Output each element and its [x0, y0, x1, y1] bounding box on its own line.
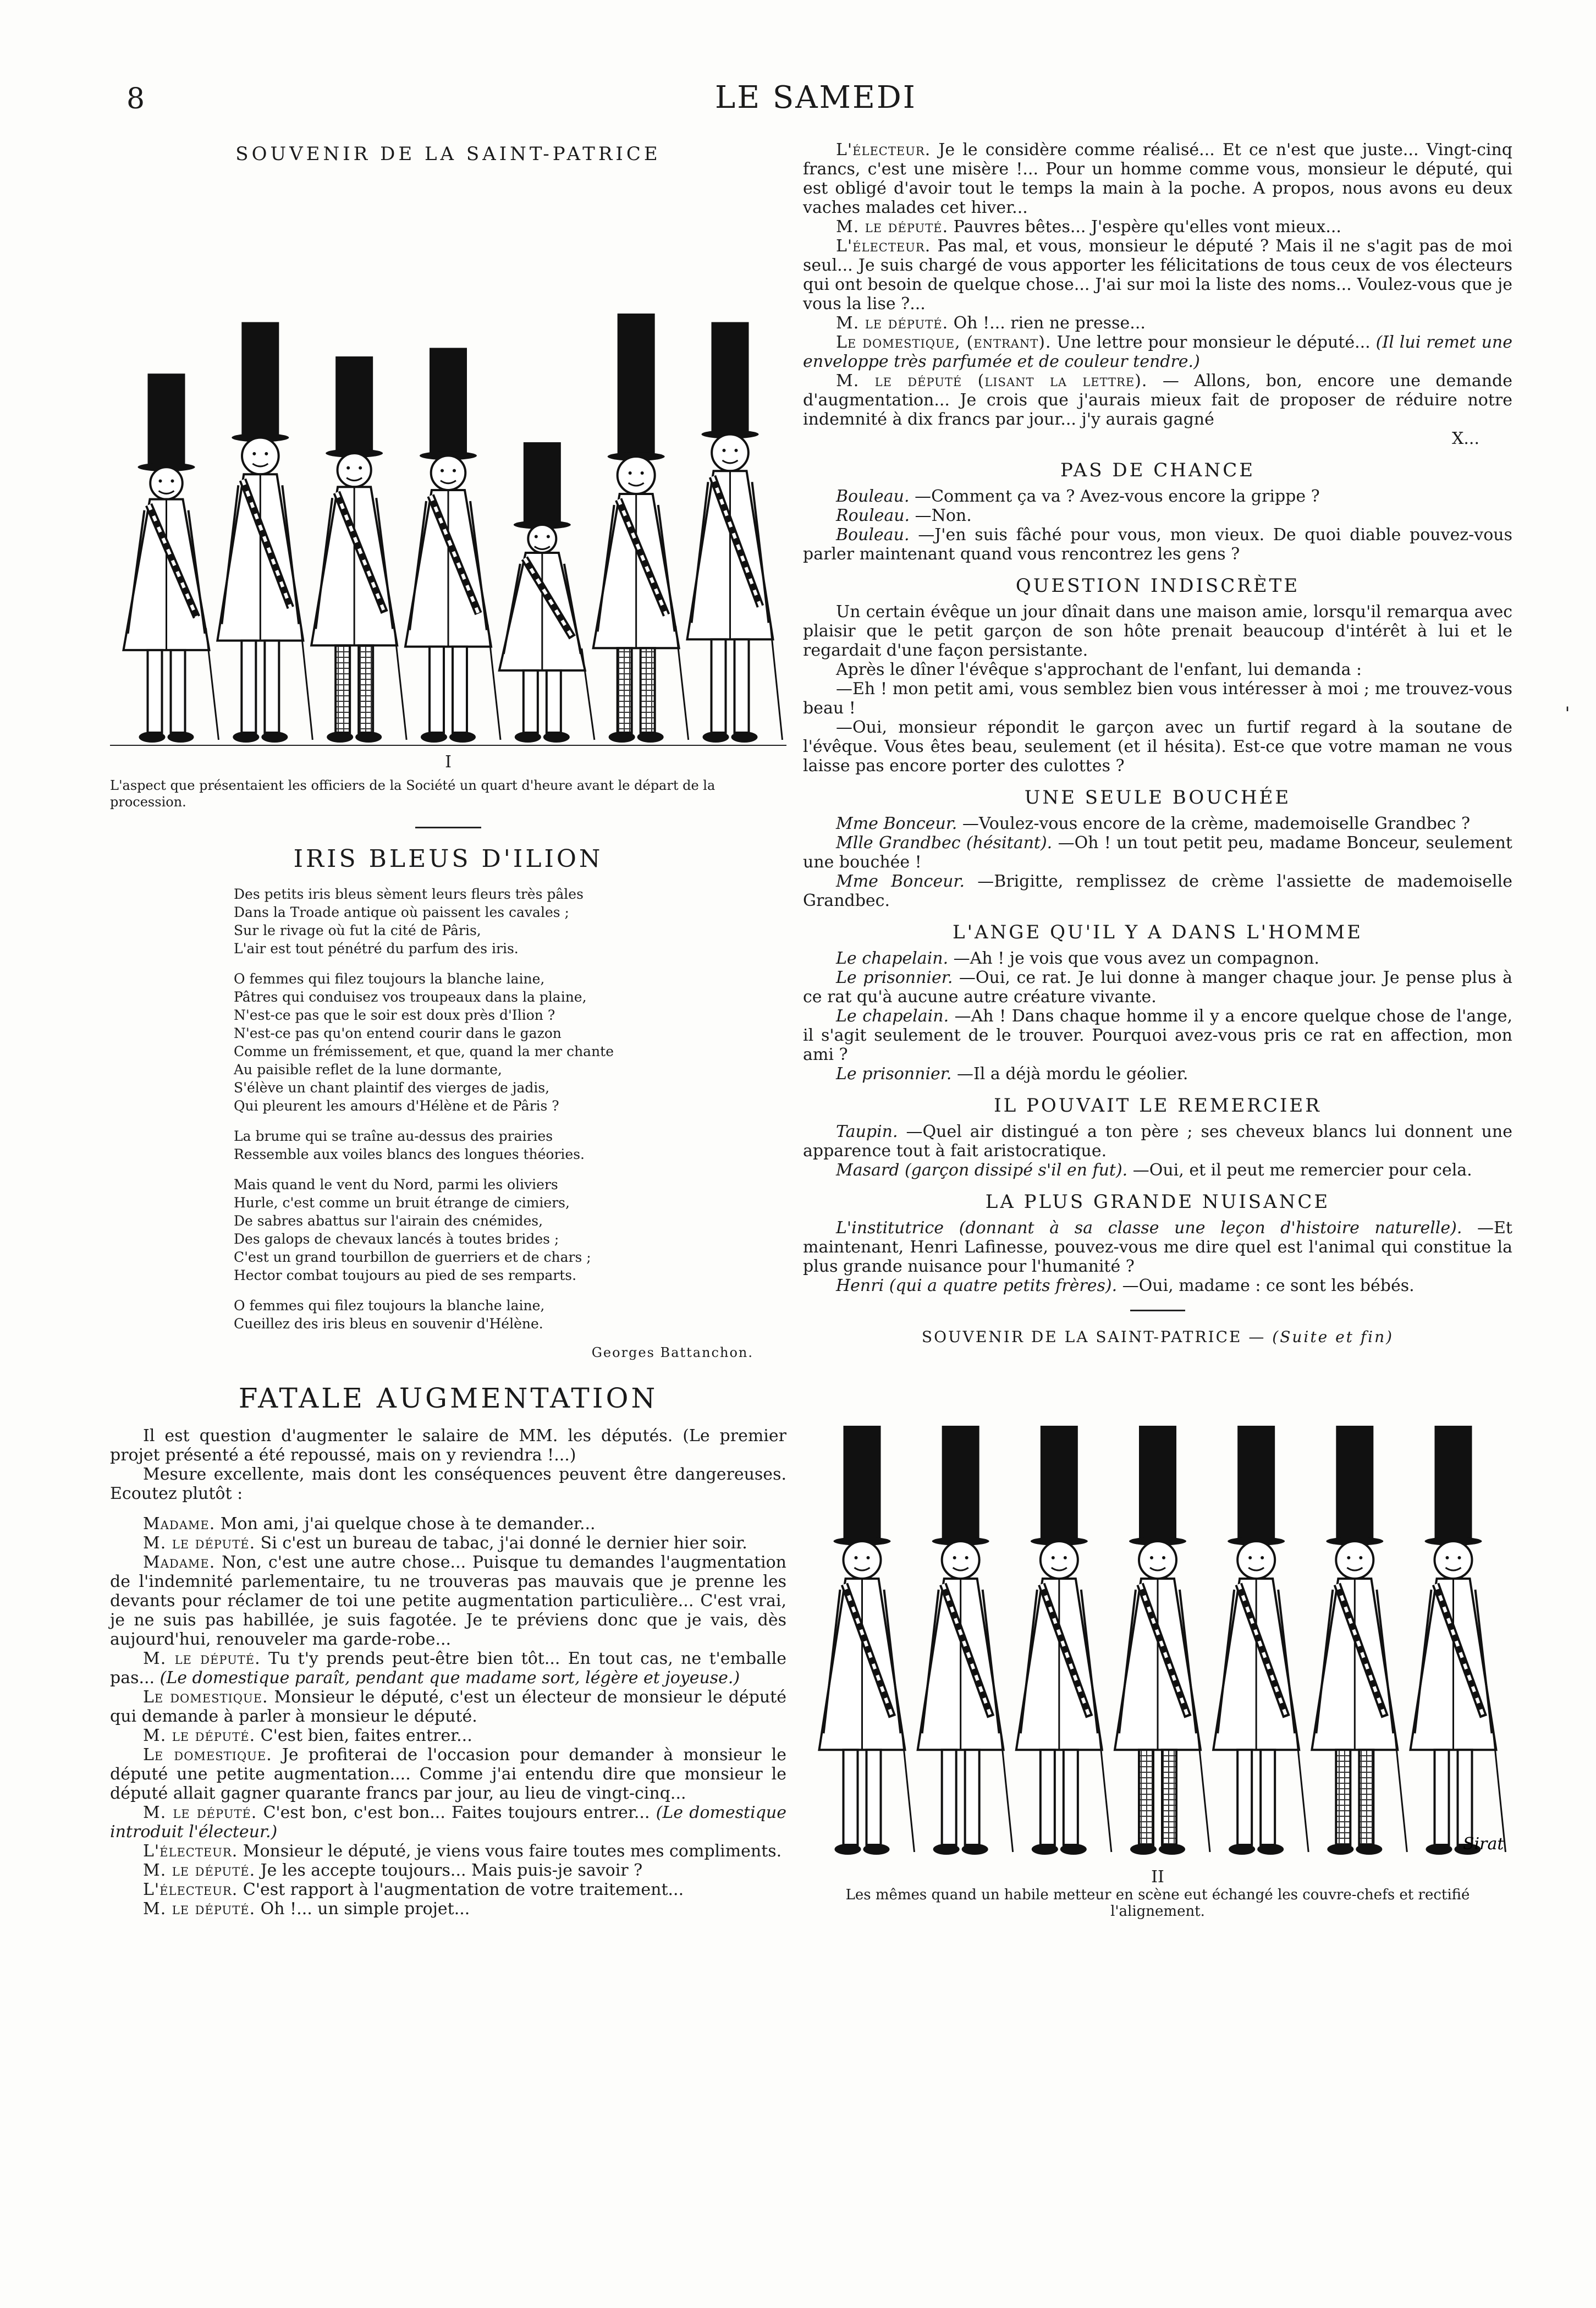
caricature-figure: [1312, 1426, 1407, 1855]
pas-de-chance-title: PAS DE CHANCE: [1060, 459, 1256, 481]
speaker: M. le député (lisant la lettre).: [836, 371, 1148, 391]
line-text: — Allons, bon, encore une demande d'augmentation... Je crois que j'aurais mieux fait de proposer de réduire notre indemnité à dix francs par jour... j'y aurais gagné: [803, 371, 1512, 429]
page-number: 8: [126, 83, 145, 116]
dialogue-line: [803, 1276, 1512, 1295]
dialogue-line: [803, 1007, 1512, 1064]
speaker: Bouleau.: [836, 487, 910, 506]
caricature-figure: [1411, 1426, 1506, 1855]
dialogue-line: [803, 487, 1512, 506]
caricature-figure: [499, 442, 595, 743]
dialogue-line: [803, 506, 1512, 525]
poem-stanza: [234, 970, 786, 1115]
caricature-figure: [405, 348, 500, 743]
dialogue-line: [110, 1688, 786, 1726]
line-text: Tu t'y prends peut-être bien tôt... En tout cas, ne t'emballe pas...: [110, 1649, 786, 1688]
line-text: —Ah ! Dans chaque homme il y a encore quelque chose de l'ange, il s'agit seulement de le trouver. Pourquoi avez-vous pris ce rat en affection, mon ami ?: [803, 1007, 1512, 1064]
poem-line: Cueillez des iris bleus en souvenir d'Hélène.: [234, 1316, 543, 1332]
figure1-caption: L'aspect que présentaient les officiers de la Société un quart d'heure avant le départ de la procession.: [110, 778, 716, 810]
dialogue-line: [803, 872, 1512, 910]
ange-body: [803, 949, 1512, 1084]
right-column: [803, 140, 1512, 1920]
artist-signature: Sirat: [1463, 1834, 1504, 1854]
speaker: M. le député.: [836, 314, 949, 333]
figure2-caption: Les mêmes quand un habile metteur en scène eut échangé les couvre-chefs et rectifié l'alignement.: [845, 1887, 1470, 1920]
speaker: M. le député.: [143, 1861, 256, 1880]
fatale-continued: [803, 140, 1512, 448]
figure2-title-main: SOUVENIR DE LA SAINT-PATRICE —: [921, 1328, 1266, 1346]
dialogue-line: [803, 525, 1512, 564]
speaker: Bouleau.: [836, 525, 910, 545]
caricature-figure: [687, 322, 783, 743]
poem-stanza: [234, 1296, 786, 1333]
line-text: Monsieur le député, je viens vous faire toutes mes compliments.: [243, 1842, 782, 1861]
poem-line: Au paisible reflet de la lune dormante,: [234, 1062, 502, 1078]
dialogue-line: [803, 314, 1512, 333]
speaker: M. le député.: [143, 1726, 256, 1745]
dialogue-line: [803, 1122, 1512, 1161]
poem-line: O femmes qui filez toujours la blanche laine,: [234, 971, 545, 987]
dialogue-line: [803, 814, 1512, 833]
line-text: Si c'est un bureau de tabac, j'ai donné le dernier hier soir.: [260, 1534, 747, 1553]
poem-line: N'est-ce pas qu'on entend courir dans le gazon: [234, 1025, 562, 1041]
line-text: Pauvres bêtes... J'espère qu'elles vont mieux...: [953, 217, 1341, 237]
nuisance-body: [803, 1218, 1512, 1295]
speaker: M. le député.: [143, 1899, 256, 1919]
dialogue-line: [110, 1880, 786, 1899]
poem-title: IRIS BLEUS D'ILION: [293, 845, 603, 873]
poem-line: De sabres abattus sur l'airain des cnémides,: [234, 1213, 543, 1229]
line-text: —Non.: [915, 506, 972, 525]
fatale-body: [110, 1426, 786, 1919]
line-text: —Oui, madame : ce sont les bébés.: [1122, 1276, 1415, 1295]
poem-line: Ressemble aux voiles blancs des longues théories.: [234, 1146, 585, 1162]
question-paragraph: Un certain évêque un jour dînait dans une maison amie, lorsqu'il remarqua avec plaisir que le petit garçon de son hôte prenait beaucoup d'intérêt à lui et le regardait d'une façon persistante.: [803, 602, 1512, 660]
line-text: Oh !... rien ne presse...: [953, 314, 1146, 333]
dialogue-line: [803, 833, 1512, 872]
caricature-figure: [217, 322, 312, 743]
question-paragraph: —Eh ! mon petit ami, vous semblez bien vous intéresser à moi ; me trouvez-vous beau !: [803, 679, 1512, 718]
figure2-title-suffix: (Suite et fin): [1272, 1328, 1394, 1346]
poem-line: O femmes qui filez toujours la blanche laine,: [234, 1298, 545, 1314]
speaker: M. le député.: [143, 1649, 261, 1668]
line-text: —Oh ! un tout petit peu, madame Bonceur, seulement une bouchée !: [803, 833, 1512, 872]
figure2-number: II: [1151, 1867, 1164, 1887]
poem-signature: Georges Battanchon.: [591, 1345, 753, 1360]
poem-line: L'air est tout pénétré du parfum des iris.: [234, 941, 519, 957]
fatale-intro-1: Il est question d'augmenter le salaire de MM. les députés. (Le premier projet présenté a été repoussé, mais on y reviendra !...): [110, 1426, 786, 1465]
dialogue-line: [110, 1649, 786, 1688]
fatale-continued-dialogue: [803, 140, 1512, 429]
figure2-title: [803, 1328, 1512, 1346]
dialogue-line: [110, 1861, 786, 1880]
nuisance-title: LA PLUS GRANDE NUISANCE: [985, 1191, 1330, 1213]
line-text: Non, c'est une autre chose... Puisque tu demandes l'augmentation de l'indemnité parlementaire, tu ne trouveras pas mauvais que je prenne les devants pour réclamer de toi une petite augmentation particulière... C'est vrai, je ne suis pas habillée, je suis fagotée. Je te préviens donc que je vais, dès aujourd'hui, renouveler ma garde-robe...: [110, 1553, 786, 1649]
dialogue-line: [803, 371, 1512, 429]
line-text: Je profiterai de l'occasion pour demander à monsieur le député une petite augmentation.... Comme j'ai entendu dire que monsieur le député allait gagner quarante francs par jour, au lieu de vingt-cinq...: [110, 1745, 786, 1803]
line-text: —Il a déjà mordu le géolier.: [956, 1064, 1188, 1084]
speaker: M. le député.: [143, 1534, 256, 1553]
speaker: Masard (garçon dissipé s'il en fut).: [836, 1161, 1128, 1180]
poem-stanza: [234, 1127, 786, 1163]
section-divider-2: [1130, 1310, 1185, 1311]
line-text: —Et maintenant, Henri Lafinesse, pouvez-vous me dire quel est l'animal qui constitue la plus grande nuisance pour l'humanité ?: [803, 1218, 1512, 1276]
line-text: —Oui, et il peut me remercier pour cela.: [1132, 1161, 1472, 1180]
margin-mark: ˈ: [1565, 704, 1570, 727]
speaker: L'électeur.: [143, 1842, 238, 1861]
dialogue-line: [803, 949, 1512, 968]
dialogue-line: [803, 1218, 1512, 1276]
speaker: L'électeur.: [836, 237, 931, 256]
speaker: Henri (qui a quatre petits frères).: [836, 1276, 1118, 1295]
line-text: Monsieur le député, c'est un électeur de monsieur le député qui demande à parler à monsieur le député.: [110, 1688, 786, 1726]
speaker: M. le député.: [836, 217, 949, 237]
caricature-figure: [1213, 1426, 1308, 1855]
dialogue-line: [110, 1803, 786, 1842]
line-text: C'est bon, c'est bon... Faites toujours entrer...: [263, 1803, 650, 1822]
poem-line: Hurle, c'est comme un bruit étrange de cimiers,: [234, 1195, 570, 1211]
speaker: Le domestique.: [143, 1745, 272, 1765]
speaker: Le domestique.: [143, 1688, 268, 1707]
dialogue-line: [110, 1726, 786, 1745]
line-text: Pas mal, et vous, monsieur le député ? Mais il ne s'agit pas de moi seul... Je suis chargé de vous apporter les félicitations de tous ceux de vos électeurs qui ont besoin de quelque chose... J'ai sur moi la liste des noms... Voulez-vous que je vous la lise ?...: [803, 237, 1512, 314]
dialogue-line: [803, 333, 1512, 371]
line-text: —Comment ça va ? Avez-vous encore la grippe ?: [915, 487, 1320, 506]
poem-line: Pâtres qui conduisez vos troupeaux dans la plaine,: [234, 989, 587, 1005]
stage-direction: (Il lui remet une enveloppe très parfumée et de couleur tendre.): [803, 333, 1512, 371]
stage-direction: (Le domestique paraît, pendant que madame sort, légère et joyeuse.): [159, 1668, 740, 1688]
speaker: Le chapelain.: [836, 949, 949, 968]
poem-line: Qui pleurent les amours d'Hélène et de Pâris ?: [234, 1098, 559, 1114]
poem-line: Des galops de chevaux lancés à toutes brides ;: [234, 1231, 559, 1247]
dialogue-line: [803, 1064, 1512, 1084]
ange-title: L'ANGE QU'IL Y A DANS L'HOMME: [953, 921, 1363, 943]
speaker: Mme Bonceur.: [836, 814, 957, 833]
fatale-title: FATALE AUGMENTATION: [238, 1382, 658, 1414]
section-divider: [415, 827, 481, 828]
line-text: —Brigitte, remplissez de crème l'assiette de mademoiselle Grandbec.: [803, 872, 1512, 910]
remercier-title: IL POUVAIT LE REMERCIER: [994, 1095, 1322, 1117]
dialogue-line: [110, 1745, 786, 1803]
line-text: —Oui, ce rat. Je lui donne à manger chaque jour. Je pense plus à ce rat qu'à aucune autre créature vivante.: [803, 968, 1512, 1007]
masthead: LE SAMEDI: [715, 80, 917, 116]
caricature-figure: [1115, 1426, 1210, 1855]
line-text: —Quel air distingué a ton père ; ses cheveux blancs lui donnent une apparence tout à fait aristocratique.: [803, 1122, 1512, 1161]
left-column: [110, 143, 786, 1919]
caricature-figure: [918, 1426, 1013, 1855]
dialogue-line: [110, 1534, 786, 1553]
bouchee-title: UNE SEULE BOUCHÉE: [1024, 787, 1291, 809]
speaker: Taupin.: [836, 1122, 898, 1141]
dialogue-line: [803, 237, 1512, 314]
poem-line: Hector combat toujours au pied de ses remparts.: [234, 1267, 577, 1283]
speaker: Mlle Grandbec (hésitant).: [836, 833, 1053, 853]
speaker: Le prisonnier.: [836, 968, 953, 987]
speaker: L'électeur.: [836, 140, 931, 160]
speaker: M. le député.: [143, 1803, 257, 1822]
caricature-figure: [1016, 1426, 1111, 1855]
poem-line: La brume qui se traîne au-dessus des prairies: [234, 1128, 553, 1144]
poem-body: [234, 885, 786, 1333]
poem-line: S'élève un chant plaintif des vierges de jadis,: [234, 1080, 550, 1096]
caricature-figure: [819, 1426, 915, 1855]
pas-de-chance-body: [803, 487, 1512, 564]
figure1-illustration: [110, 171, 786, 748]
poem-line: Dans la Troade antique où paissent les cavales ;: [234, 904, 569, 920]
caricature-figure: [593, 314, 689, 743]
dialogue-line: [110, 1553, 786, 1649]
question-paragraph: —Oui, monsieur répondit le garçon avec un furtif regard à la soutane de l'évêque. Vous êtes beau, seulement (et il hésita). Est-ce que votre maman ne vous laisse pas encore porter des culottes ?: [803, 718, 1512, 776]
poem-line: Sur le rivage où fut la cité de Pâris,: [234, 922, 481, 938]
poem-line: Des petits iris bleus sèment leurs fleurs très pâles: [234, 886, 584, 902]
bouchee-body: [803, 814, 1512, 910]
question-paragraph: Après le dîner l'évêque s'approchant de l'enfant, lui demanda :: [836, 660, 1362, 679]
line-text: Je le considère comme réalisé... Et ce n'est que juste... Vingt-cinq francs, c'est une misère !... Pour un homme comme vous, monsieur le député, qui est obligé d'avoir tout le temps la main à la poche. A propos, nous avons eu deux vaches malades cet hiver...: [803, 140, 1512, 217]
speaker: Rouleau.: [836, 506, 910, 525]
speaker: Le domestique, (entrant).: [836, 333, 1052, 352]
line-text: —J'en suis fâché pour vous, mon vieux. De quoi diable pouvez-vous parler maintenant quand vous rencontrez les gens ?: [803, 525, 1512, 564]
speaker: Madame.: [143, 1553, 216, 1572]
line-text: Mon ami, j'ai quelque chose à te demander...: [220, 1514, 596, 1534]
poem-line: N'est-ce pas que le soir est doux près d'Ilion ?: [234, 1007, 555, 1023]
question-body: [803, 602, 1512, 776]
dialogue-line: [803, 968, 1512, 1007]
fatale-intro-2: Mesure excellente, mais dont les conséquences peuvent être dangereuses. Ecoutez plutôt :: [110, 1465, 786, 1503]
poem-line: Mais quand le vent du Nord, parmi les oliviers: [234, 1177, 558, 1193]
speaker: Le prisonnier.: [836, 1064, 952, 1084]
dialogue-line: [803, 140, 1512, 217]
speaker: L'électeur.: [143, 1880, 238, 1899]
line-text: C'est bien, faites entrer...: [260, 1726, 472, 1745]
poem-line: C'est un grand tourbillon de guerriers et de chars ;: [234, 1249, 591, 1265]
fatale-signature: X...: [1452, 429, 1479, 448]
line-text: —Ah ! je vois que vous avez un compagnon.: [953, 949, 1319, 968]
speaker: Madame.: [143, 1514, 216, 1534]
dialogue-line: [110, 1842, 786, 1861]
poem-stanza: [234, 1175, 786, 1284]
speaker: Le chapelain.: [836, 1007, 949, 1026]
line-text: C'est rapport à l'augmentation de votre traitement...: [243, 1880, 684, 1899]
dialogue-line: [803, 1161, 1512, 1180]
dialogue-line: [110, 1514, 786, 1534]
poem-line: Comme un frémissement, et que, quand la mer chante: [234, 1043, 614, 1059]
line-text: Je les accepte toujours... Mais puis-je savoir ?: [260, 1861, 643, 1880]
line-text: Une lettre pour monsieur le député...: [1056, 333, 1371, 352]
fatale-dialogue: [110, 1514, 786, 1919]
caricature-figure: [311, 356, 406, 743]
figure1-number: I: [445, 752, 452, 772]
stage-direction: (Le domestique introduit l'électeur.): [110, 1803, 786, 1842]
dialogue-line: [110, 1899, 786, 1919]
line-text: Oh !... un simple projet...: [260, 1899, 470, 1919]
line-text: —Voulez-vous encore de la crème, mademoiselle Grandbec ?: [962, 814, 1471, 833]
dialogue-line: [803, 217, 1512, 237]
figure1-title: SOUVENIR DE LA SAINT-PATRICE: [235, 143, 661, 165]
caricature-figure: [124, 373, 219, 743]
poem-stanza: [234, 885, 786, 958]
question-title: QUESTION INDISCRÈTE: [1015, 575, 1300, 597]
figure2-illustration: [803, 1351, 1512, 1863]
speaker: L'institutrice (donnant à sa classe une leçon d'histoire naturelle).: [836, 1218, 1462, 1238]
remercier-body: [803, 1122, 1512, 1180]
speaker: Mme Bonceur.: [836, 872, 965, 891]
